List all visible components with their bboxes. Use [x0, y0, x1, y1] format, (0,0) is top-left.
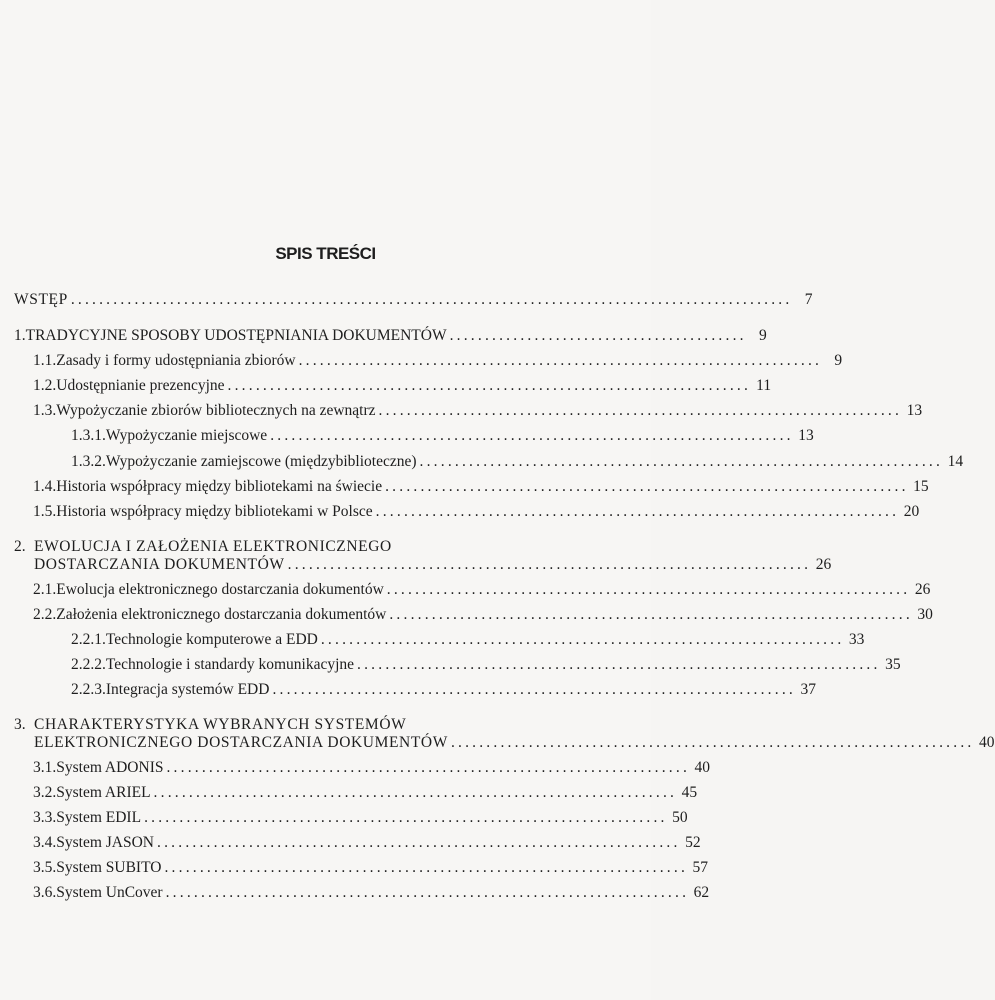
- toc-entry-number: 1.3.1.: [71, 427, 106, 444]
- toc-entry-number: 1.1.: [33, 352, 57, 369]
- dot-leader: ..........................................................................: [164, 859, 689, 876]
- toc-entry-title: WSTĘP: [14, 291, 68, 308]
- toc-entry-number: 3.3.: [33, 809, 57, 826]
- toc-entry-heading-line: [14, 537, 550, 557]
- toc-entry-number: 3.: [14, 716, 26, 733]
- toc-entry: [71, 680, 816, 700]
- toc-entry-page: 14: [947, 453, 964, 470]
- toc-entry-page: 50: [672, 809, 688, 826]
- toc-entry: [33, 883, 710, 903]
- dot-leader: ..........................................................................: [385, 478, 909, 495]
- toc-entry-page: 9: [758, 327, 767, 344]
- toc-entry-page: 7: [804, 291, 813, 308]
- toc-entry-number: 3.6.: [33, 884, 57, 901]
- toc-entry-page: 13: [798, 427, 814, 444]
- toc-entry-page: 40: [694, 759, 711, 776]
- toc-entry-number: 3.4.: [33, 834, 57, 851]
- dot-leader: ..........................................................................: [144, 809, 668, 826]
- toc-entry-title: Ewolucja elektronicznego dostarczania dokumentów: [56, 581, 384, 598]
- page-title: SPIS TREŚCI: [275, 244, 376, 263]
- toc-entry-page: 33: [848, 631, 865, 648]
- toc-entry-title: Wypożyczanie zbiorów bibliotecznych na zewnątrz: [56, 402, 376, 419]
- toc-entry-number: 2.2.: [33, 606, 57, 623]
- toc-entry: [33, 758, 711, 778]
- toc-entry-page: 40: [979, 734, 995, 751]
- toc-entry-number: 2.1.: [33, 581, 57, 598]
- toc-entry-heading-line: [14, 715, 550, 735]
- toc-entry-title: ELEKTRONICZNEGO DOSTARCZANIA DOKUMENTÓW: [34, 734, 448, 751]
- dot-leader: ..........................................................................: [157, 834, 681, 851]
- dot-leader: ..........................................................................: [357, 656, 881, 673]
- toc-entry: [33, 808, 688, 828]
- toc-entry-page: 35: [885, 656, 901, 673]
- toc-entry-page: 52: [685, 834, 701, 851]
- toc-entry-number: 2.2.2.: [71, 656, 106, 673]
- toc-entry-number: 3.2.: [33, 784, 57, 801]
- toc-entry-title: Zasady i formy udostępniania zbiorów: [56, 352, 296, 369]
- toc-entry-title: Historia współpracy między bibliotekami na świecie: [56, 478, 383, 495]
- toc-entry: [33, 401, 923, 421]
- toc-entry-number: 1.4.: [33, 478, 57, 495]
- toc-entry-page: 26: [815, 556, 832, 573]
- toc-entry: [33, 605, 933, 625]
- toc-entry: [71, 630, 865, 650]
- toc-entry-title: System UnCover: [56, 884, 163, 901]
- toc-entry-title: Wypożyczanie zamiejscowe (międzybiblioteczne): [105, 453, 417, 470]
- toc-entry: [34, 555, 832, 575]
- toc-entry-title: Historia współpracy między bibliotekami w Polsce: [56, 503, 373, 520]
- toc-entry: [33, 833, 701, 853]
- dot-leader: ..........................................................................: [166, 759, 691, 776]
- dot-leader: ..........................................................................: [419, 453, 944, 470]
- toc-entry-title: Integracja systemów EDD: [105, 681, 270, 698]
- dot-leader: ..........................................: [449, 327, 747, 344]
- dot-leader: ..........................................................................: [320, 631, 845, 648]
- dot-leader: ..........................................................................: [165, 884, 690, 901]
- toc-entry-title: TRADYCYJNE SPOSOBY UDOSTĘPNIANIA DOKUMENTÓW: [25, 327, 447, 344]
- toc-entry-title: Technologie komputerowe a EDD: [105, 631, 318, 648]
- dot-leader: ..........................................................................: [375, 503, 900, 520]
- toc-entry: [33, 351, 843, 371]
- toc-entry: [71, 426, 814, 446]
- toc-entry-page: 62: [693, 884, 710, 901]
- dot-leader: ..........................................................................: [389, 606, 913, 623]
- toc-entry: [71, 452, 964, 472]
- dot-leader: ..........................................................................: [287, 556, 812, 573]
- toc-entry: [33, 580, 931, 600]
- toc-entry-title: System ADONIS: [56, 759, 164, 776]
- toc-entry: [33, 502, 920, 522]
- toc-entry-number: 2.2.1.: [71, 631, 106, 648]
- toc-entry-number: 3.1.: [33, 759, 57, 776]
- toc-entry-number: 1.3.2.: [71, 453, 106, 470]
- dot-leader: ......................................................................................................: [70, 291, 793, 308]
- toc-entry-number: 1.3.: [33, 402, 57, 419]
- toc-entry: [33, 376, 772, 396]
- toc-entry-page: 57: [692, 859, 709, 876]
- toc-entry: [33, 477, 929, 497]
- toc-entry-page: 26: [914, 581, 931, 598]
- toc-entry-title: System EDIL: [56, 809, 142, 826]
- toc-entry-page: 13: [906, 402, 923, 419]
- dot-leader: ..........................................................................: [386, 581, 911, 598]
- dot-leader: ..........................................................................: [298, 352, 823, 369]
- toc-entry-title: System JASON: [56, 834, 155, 851]
- dot-leader: ..........................................................................: [270, 427, 794, 444]
- toc-entry: [71, 655, 901, 675]
- toc-entry-number: 1.2.: [33, 377, 57, 394]
- toc-entry-number: 1.: [14, 327, 26, 344]
- toc-entry-page: 45: [681, 784, 698, 801]
- toc-entry-title-line1: EWOLUCJA I ZAŁOŻENIA ELEKTRONICZNEGO: [34, 538, 392, 555]
- toc-entry-page: 9: [834, 352, 843, 369]
- toc-entry-title: DOSTARCZANIA DOKUMENTÓW: [34, 556, 285, 573]
- toc-entry-title: System ARIEL: [56, 784, 151, 801]
- toc-entry: [33, 783, 698, 803]
- toc-entry: [14, 326, 767, 346]
- toc-entry-number: 1.5.: [33, 503, 57, 520]
- dot-leader: ..........................................................................: [378, 402, 903, 419]
- dot-leader: ..........................................................................: [272, 681, 796, 698]
- dot-leader: ..........................................................................: [450, 734, 975, 751]
- toc-entry-title: Udostępnianie prezencyjne: [56, 377, 225, 394]
- dot-leader: ..........................................................................: [153, 784, 678, 801]
- toc-entry-number: 2.2.3.: [71, 681, 106, 698]
- toc-entry-title: System SUBITO: [56, 859, 162, 876]
- toc-entry: [14, 290, 813, 310]
- toc-entry-title-line1: CHARAKTERYSTYKA WYBRANYCH SYSTEMÓW: [34, 716, 407, 733]
- toc-entry-number: 3.5.: [33, 859, 57, 876]
- dot-leader: ..........................................................................: [227, 377, 752, 394]
- toc-entry-number: 2.: [14, 538, 26, 555]
- toc-entry-title: Wypożyczanie miejscowe: [105, 427, 268, 444]
- toc-entry: [34, 733, 995, 753]
- toc-entry: [33, 858, 709, 878]
- toc-entry-page: 30: [917, 606, 933, 623]
- toc-entry-title: Technologie i standardy komunikacyjne: [105, 656, 355, 673]
- toc-entry-page: 20: [903, 503, 920, 520]
- toc-entry-page: 11: [756, 377, 772, 394]
- toc-entry-page: 15: [913, 478, 929, 495]
- toc-entry-title: Założenia elektronicznego dostarczania dokumentów: [56, 606, 387, 623]
- toc-entry-page: 37: [800, 681, 816, 698]
